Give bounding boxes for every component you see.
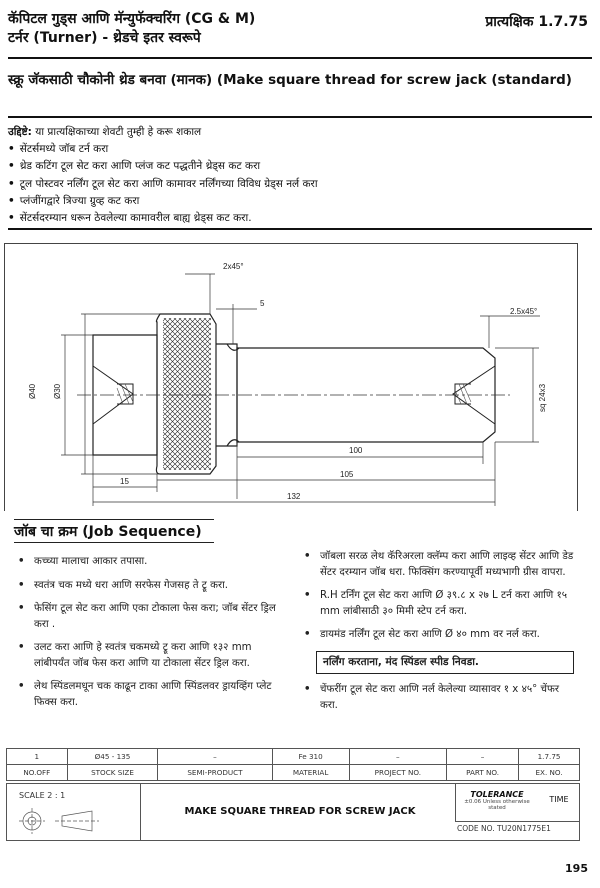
dim-132: 132 xyxy=(287,492,301,501)
parts-table xyxy=(6,748,580,781)
value-project-no: – xyxy=(349,749,447,765)
value-part-no: – xyxy=(447,749,519,765)
job-steps-left xyxy=(16,554,288,718)
job-step: • लेथ स्पिंडलमधून चक काढून टाका आणि स्पिंडलवर ड्रायव्हिंग प्लेट फिक्स करा. xyxy=(16,679,288,710)
objectives-intro: या प्रात्यक्षिकाच्या शेवटी तुम्ही हे करू शकाल xyxy=(31,126,202,138)
tolerance-label: TOLERANCE xyxy=(470,790,524,799)
header-semi-product: SEMI-PRODUCT xyxy=(158,765,272,781)
job-steps-right xyxy=(302,549,574,721)
chapter-title-line2: टर्नर (Turner) - थ्रेडचे इतर स्वरूपे xyxy=(8,30,201,46)
objective-item: • थ्रेड कटिंग टूल सेट करा आणि प्लंज कट पद्धतीने थ्रेड्स कट करा xyxy=(8,158,593,175)
chapter-title-line1: कॅपिटल गुड्स आणि मॅन्युफॅक्चरिंग (CG & M) xyxy=(8,11,256,27)
code-number: CODE NO. TU20N1775E1 xyxy=(457,824,551,833)
dim-chamfer-right: 2.5x45° xyxy=(510,307,538,316)
technical-drawing xyxy=(4,243,578,511)
header-stock-size: STOCK SIZE xyxy=(67,765,158,781)
value-ex-no: 1.7.75 xyxy=(519,749,580,765)
dim-chamfer-left: 2x45° xyxy=(223,262,244,271)
drawing-title: MAKE SQUARE THREAD FOR SCREW JACK xyxy=(184,806,416,817)
objective-item: • सेंटर्सदरम्यान धरून ठेवलेल्या कामावरील बाह्य थ्रेड्स कट करा. xyxy=(8,210,593,227)
title-block xyxy=(6,783,580,841)
objectives xyxy=(8,124,593,227)
job-step: • चेंफरींग टूल सेट करा आणि नर्ल केलेल्या व्यासावर १ x ४५° चेंफर करा. xyxy=(302,682,574,713)
parts-values-row xyxy=(7,749,580,765)
value-semi-product: – xyxy=(158,749,272,765)
job-rule-bottom xyxy=(14,542,214,543)
dim-105: 105 xyxy=(340,470,354,479)
job-step: • डायमंड नर्लिंग टूल सेट करा आणि Ø ४० mm वर नर्ल करा. xyxy=(302,627,574,643)
header-part-no: PART NO. xyxy=(447,765,519,781)
objectives-heading xyxy=(8,124,593,141)
page-number: 195 xyxy=(565,862,588,875)
objectives-rule xyxy=(8,228,592,230)
job-step: • उलट करा आणि हे स्वतंत्र चकमध्ये ट्रू करा आणि १३२ mm लांबीपर्यंत जॉब फेस करा आणि या टोकाला सेंटर ड्रिल करा. xyxy=(16,640,288,671)
job-step: • R.H टर्निंग टूल सेट करा आणि Ø ३९.८ x २७ L टर्न करा आणि १५ mm लांबीसाठी ३० मिमी स्टेप टर्न करा. xyxy=(302,588,574,619)
dim-groove: 5 xyxy=(260,299,265,308)
tolerance-note: ±0.06 Unless otherwise stated xyxy=(464,799,530,811)
value-stock-size: Ø45 - 135 xyxy=(67,749,158,765)
dim-100: 100 xyxy=(349,446,363,455)
dim-dia40: Ø40 xyxy=(28,383,37,399)
header-project-no: PROJECT NO. xyxy=(349,765,447,781)
job-rule-top xyxy=(14,519,214,520)
job-step: • फेसिंग टूल सेट करा आणि एका टोकाला फेस करा; जॉब सेंटर ड्रिल करा . xyxy=(16,601,288,632)
objective-item: • प्लंजींगद्वारे त्रिज्या ग्रुव्ह कट करा xyxy=(8,193,593,210)
objective-item: • सेंटर्समध्ये जॉब टर्न करा xyxy=(8,141,593,158)
parts-headers-row xyxy=(7,765,580,781)
job-step: • कच्च्या मालाचा आकार तपासा. xyxy=(16,554,288,570)
title-rule xyxy=(8,116,592,118)
time-label: TIME xyxy=(538,784,580,822)
objective-item: • टूल पोस्टवर नर्लिंग टूल सेट करा आणि कामावर नर्लिंगच्या विविध ग्रेड्स नर्ल करा xyxy=(8,176,593,193)
exercise-title: स्क्रू जॅकसाठी चौकोनी थ्रेड बनवा (मानक) (Make square thread for screw jack (standard) xyxy=(8,72,572,88)
projection-symbol-icon xyxy=(17,806,127,836)
scale-label: SCALE 2 : 1 xyxy=(19,791,66,800)
exercise-number: प्रात्यक्षिक 1.7.75 xyxy=(485,14,588,30)
dim-15: 15 xyxy=(120,477,129,486)
dim-thread: sq 24x3 xyxy=(538,383,547,412)
dim-dia30: Ø30 xyxy=(53,383,62,399)
chapter-title xyxy=(8,10,448,48)
job-sequence-heading: जॉब चा क्रम (Job Sequence) xyxy=(14,524,202,540)
header-rule xyxy=(8,57,592,59)
value-no-off: 1 xyxy=(7,749,68,765)
job-step: • स्वतंत्र चक मध्ये धरा आणि सरफेस गेजसह ते ट्रू करा. xyxy=(16,578,288,594)
header-material: MATERIAL xyxy=(272,765,349,781)
job-step: • जॉबला सरळ लेथ कॅरिअरला क्लॅम्प करा आणि लाइव्ह सेंटर आणि डेड सेंटर दरम्यान जॉब धरा. फिक्सिंग करण्यापूर्वी मध्यभागी ग्रीस वापरा. xyxy=(302,549,574,580)
objectives-label: उद्दिष्टे: xyxy=(8,126,32,138)
screw-jack-drawing xyxy=(5,244,579,512)
knurl-pattern xyxy=(163,318,211,470)
header-no-off: NO.OFF xyxy=(7,765,68,781)
knurling-note: नर्लिंग करताना, मंद स्पिंडल स्पीड निवडा. xyxy=(316,651,574,675)
value-material: Fe 310 xyxy=(272,749,349,765)
tolerance-box xyxy=(455,784,538,822)
header-ex-no: EX. NO. xyxy=(519,765,580,781)
